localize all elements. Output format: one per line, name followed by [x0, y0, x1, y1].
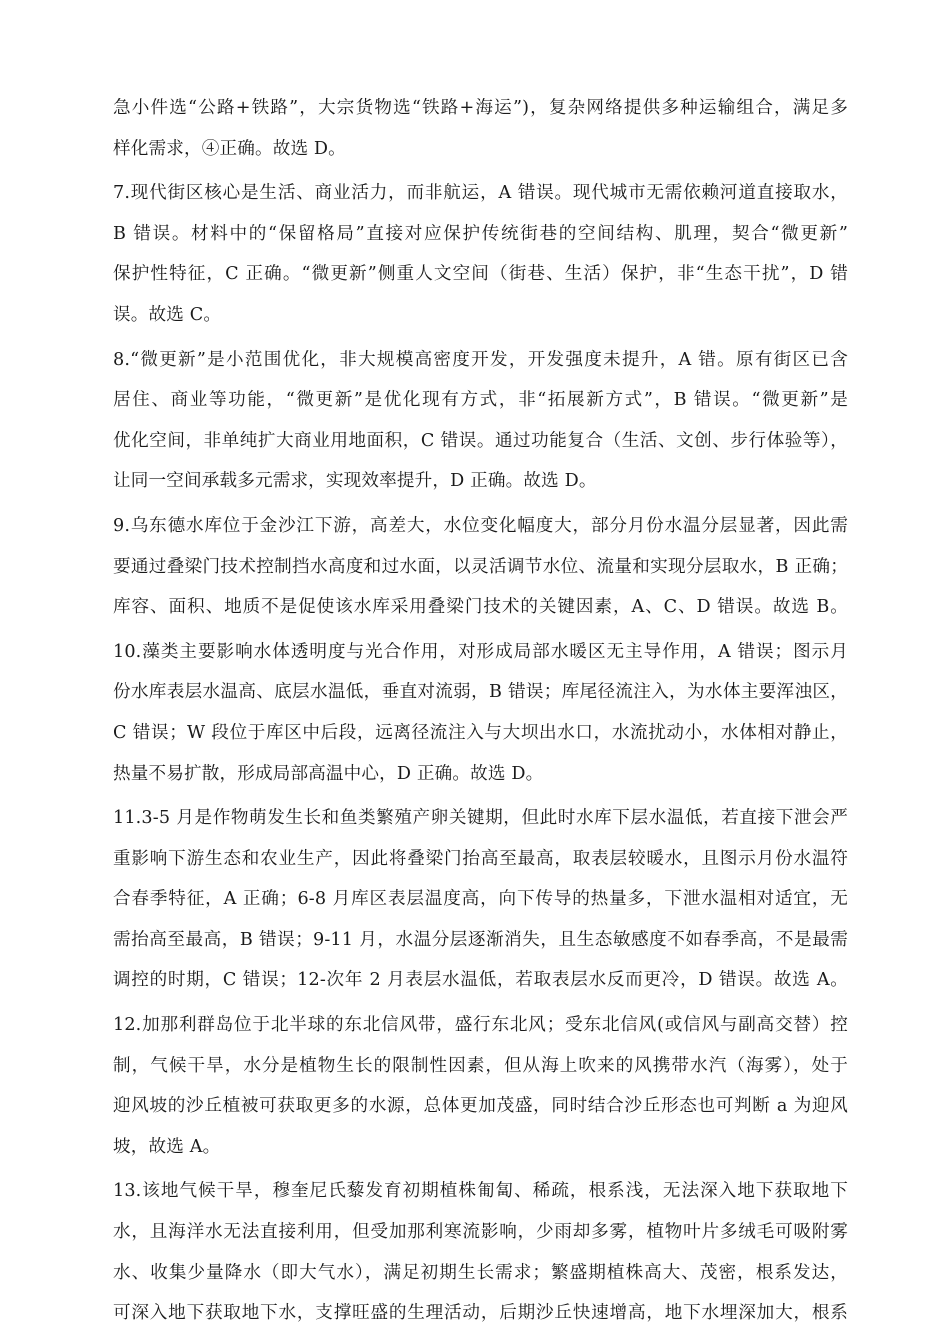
- text-line: 急小件选“公路+铁路”，大宗货物选“铁路+海运”)，复杂网络提供多种运输组合，满足多: [113, 98, 848, 118]
- text-line: 热量不易扩散，形成局部高温中心，D 正确。故选 D。: [113, 763, 544, 784]
- text-line: 可深入地下获取地下水，支撑旺盛的生理活动，后期沙丘快速增高，地下水埋深加大，根系: [113, 1303, 848, 1324]
- text-line: 要通过叠梁门技术控制挡水高度和过水面，以灵活调节水位、流量和实现分层取水，B 正确；: [113, 556, 848, 577]
- text-line: 库容、面积、地质不是促使该水库采用叠梁门技术的关键因素，A、C、D 错误。故选 B。: [113, 597, 848, 618]
- text-line: C 错误；W 段位于库区中后段，远离径流注入与大坝出水口，水流扰动小，水体相对静止，: [113, 722, 848, 743]
- text-line: 保护性特征，C 正确。“微更新”侧重人文空间（街巷、生活）保护，非“生态干扰”，D 错: [113, 264, 848, 285]
- text-line: 11.3-5 月是作物萌发生长和鱼类繁殖产卵关键期，但此时水库下层水温低，若直接下泄会严: [113, 808, 848, 829]
- document-page: [113, 88, 848, 1334]
- text-line: 迎风坡的沙丘植被可获取更多的水源，总体更加茂盛，同时结合沙丘形态也可判断 a 为迎风: [113, 1096, 848, 1117]
- text-line: 让同一空间承载多元需求，实现效率提升，D 正确。故选 D。: [113, 471, 597, 492]
- text-line: 水，且海洋水无法直接利用，但受加那利寒流影响，少雨却多雾，植物叶片多绒毛可吸附雾: [113, 1222, 848, 1243]
- text-line: 合春季特征，A 正确；6-8 月库区表层温度高，向下传导的热量多，下泄水温相对适宜，无: [113, 889, 848, 910]
- text-line: 7.现代街区核心是生活、商业活力，而非航运，A 错误。现代城市无需依赖河道直接取水，: [113, 183, 848, 204]
- text-line: B 错误。材料中的“保留格局”直接对应保护传统街巷的空间结构、肌理，契合“微更新”: [113, 223, 848, 244]
- text-line: 调控的时期，C 错误；12-次年 2 月表层水温低，若取表层水反而更冷，D 错误。故选 A。: [113, 970, 848, 991]
- text-line: 误。故选 C。: [113, 304, 222, 325]
- text-line: 坡，故选 A。: [113, 1136, 221, 1157]
- text-line: 重影响下游生态和农业生产，因此将叠梁门抬高至最高，取表层较暖水，且图示月份水温符: [113, 848, 848, 869]
- text-line: 制，气候干旱，水分是植物生长的限制性因素，但从海上吹来的风携带水汽（海雾），处于: [113, 1055, 848, 1076]
- text-line: 需抬高至最高，B 错误；9-11 月，水温分层逐渐消失，且生态敏感度不如春季高，不是最需: [113, 929, 848, 950]
- text-line: 8.“微更新”是小范围优化，非大规模高密度开发，开发强度未提升，A 错。原有街区已含: [113, 349, 848, 370]
- text-line: 优化空间，非单纯扩大商业用地面积，C 错误。通过功能复合（生活、文创、步行体验等），: [113, 430, 848, 451]
- text-line: 12.加那利群岛位于北半球的东北信风带，盛行东北风；受东北信风(或信风与副高交替）控: [113, 1015, 848, 1036]
- text-line: 居住、商业等功能，“微更新”是优化现有方式，非“拓展新方式”，B 错误。“微更新”是: [113, 390, 848, 411]
- text-line: 样化需求，④正确。故选 D。: [113, 138, 346, 159]
- text-line: 份水库表层水温高、底层水温低，垂直对流弱，B 错误；库尾径流注入，为水体主要浑浊区，: [113, 682, 848, 703]
- text-line: 9.乌东德水库位于金沙江下游，高差大，水位变化幅度大，部分月份水温分层显著，因此需: [113, 515, 848, 536]
- text-line: 13.该地气候干旱，穆奎尼氏藜发育初期植株匍匐、稀疏，根系浅，无法深入地下获取地下: [113, 1181, 848, 1202]
- text-line: 10.藻类主要影响水体透明度与光合作用，对形成局部水暖区无主导作用，A 错误；图示月: [113, 641, 848, 662]
- text-line: 水、收集少量降水（即大气水），满足初期生长需求；繁盛期植株高大、茂密，根系发达，: [113, 1262, 848, 1283]
